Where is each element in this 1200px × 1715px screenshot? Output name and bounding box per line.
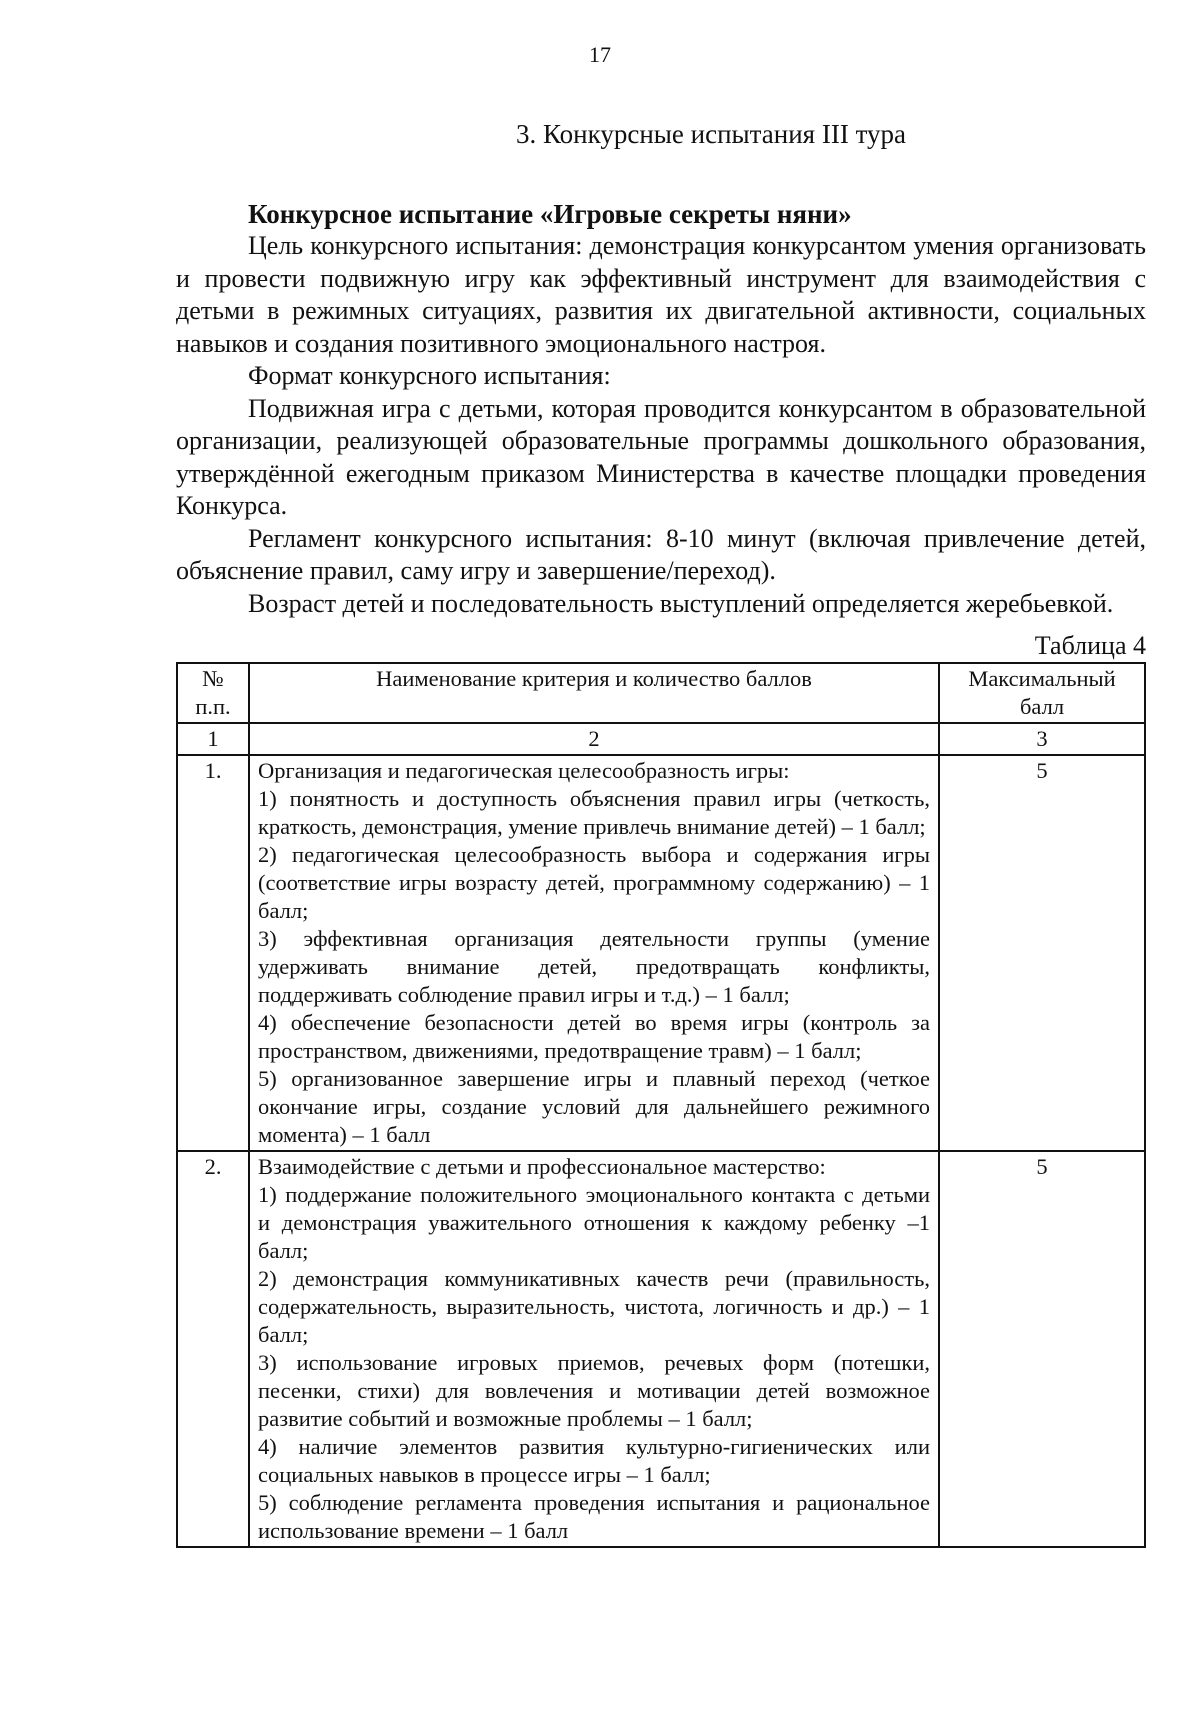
paragraph-goal: Цель конкурсного испытания: демонстрация конкурсантом умения организовать и провести подвижную игру как эффективный инструмент для взаимодействия с детьми в режимных ситуациях, развития их двигательной активности, социальных навыков и создания позитивного эмоционального настроя. xyxy=(176,231,1146,358)
row-number: 2. xyxy=(177,1151,249,1547)
paragraph-format: Подвижная игра с детьми, которая проводится конкурсантом в образовательной организации, реализующей образовательные программы дошкольного образования, утверждённой ежегодным приказом Министерства в качестве площадки проведения Конкурса. xyxy=(176,393,1146,520)
paragraph-age: Возраст детей и последовательность выступлений определяется жеребьевкой. xyxy=(248,588,1114,618)
max-score: 5 xyxy=(939,1151,1145,1547)
criterion-item: 5) организованное завершение игры и плавный переход (четкое окончание игры, создание условий для дальнейшего режимного момента) – 1 балл xyxy=(258,1066,930,1147)
index-cell-2: 2 xyxy=(249,723,939,755)
criterion-cell xyxy=(249,755,939,1151)
header-criterion: Наименование критерия и количество баллов xyxy=(249,663,939,723)
header-max-score: Максимальный балл xyxy=(939,663,1145,723)
contest-title: Конкурсное испытание «Игровые секреты няни» xyxy=(248,199,852,229)
criterion-item: 2) демонстрация коммуникативных качеств речи (правильность, содержательность, выразительность, чистота, логичность и др.) – 1 балл; xyxy=(258,1266,930,1347)
criterion-item: 4) обеспечение безопасности детей во время игры (контроль за пространством, движениями, предотвращение травм) – 1 балл; xyxy=(258,1010,930,1063)
table-row xyxy=(177,755,1145,1151)
criterion-item: 1) поддержание положительного эмоционального контакта с детьми и демонстрация уважительного отношения к каждому ребенку –1 балл; xyxy=(258,1182,930,1263)
criterion-item: 2) педагогическая целесообразность выбора и содержания игры (соответствие игры возрасту детей, программному содержанию) – 1 балл; xyxy=(258,842,930,923)
criteria-table xyxy=(176,662,1146,1548)
criterion-item: 1) понятность и доступность объяснения правил игры (четкость, краткость, демонстрация, умение привлечь внимание детей) – 1 балл; xyxy=(258,786,930,839)
criterion-item: 5) соблюдение регламента проведения испытания и рациональное использование времени – 1 балл xyxy=(258,1490,930,1543)
table-row xyxy=(177,1151,1145,1547)
page-number: 17 xyxy=(589,42,611,67)
criterion-title: Взаимодействие с детьми и профессиональное мастерство: xyxy=(258,1154,826,1179)
table-caption: Таблица 4 xyxy=(1034,631,1146,660)
criterion-item: 4) наличие элементов развития культурно-гигиенических или социальных навыков в процессе игры – 1 балл; xyxy=(258,1434,930,1487)
index-cell-1: 1 xyxy=(177,723,249,755)
paragraph-regulation: Регламент конкурсного испытания: 8-10 минут (включая привлечение детей, объяснение правил, саму игру и завершение/переход). xyxy=(176,523,1146,585)
page-content xyxy=(176,112,1146,1548)
criterion-item: 3) эффективная организация деятельности группы (умение удерживать внимание детей, предотвращать конфликты, поддерживать соблюдение правил игры и т.д.) – 1 балл; xyxy=(258,926,930,1007)
header-number: № п.п. xyxy=(177,663,249,723)
table-header-row xyxy=(177,663,1145,723)
index-cell-3: 3 xyxy=(939,723,1145,755)
table-index-row xyxy=(177,723,1145,755)
criterion-title: Организация и педагогическая целесообразность игры: xyxy=(258,758,790,783)
criterion-cell xyxy=(249,1151,939,1547)
paragraph-format-heading: Формат конкурсного испытания: xyxy=(248,361,611,390)
max-score: 5 xyxy=(939,755,1145,1151)
criterion-item: 3) использование игровых приемов, речевых форм (потешки, песенки, стихи) для вовлечения и мотивации детей возможное развитие событий и возможные проблемы – 1 балл; xyxy=(258,1350,930,1431)
section-title: 3. Конкурсные испытания III тура xyxy=(515,119,906,149)
row-number: 1. xyxy=(177,755,249,1151)
